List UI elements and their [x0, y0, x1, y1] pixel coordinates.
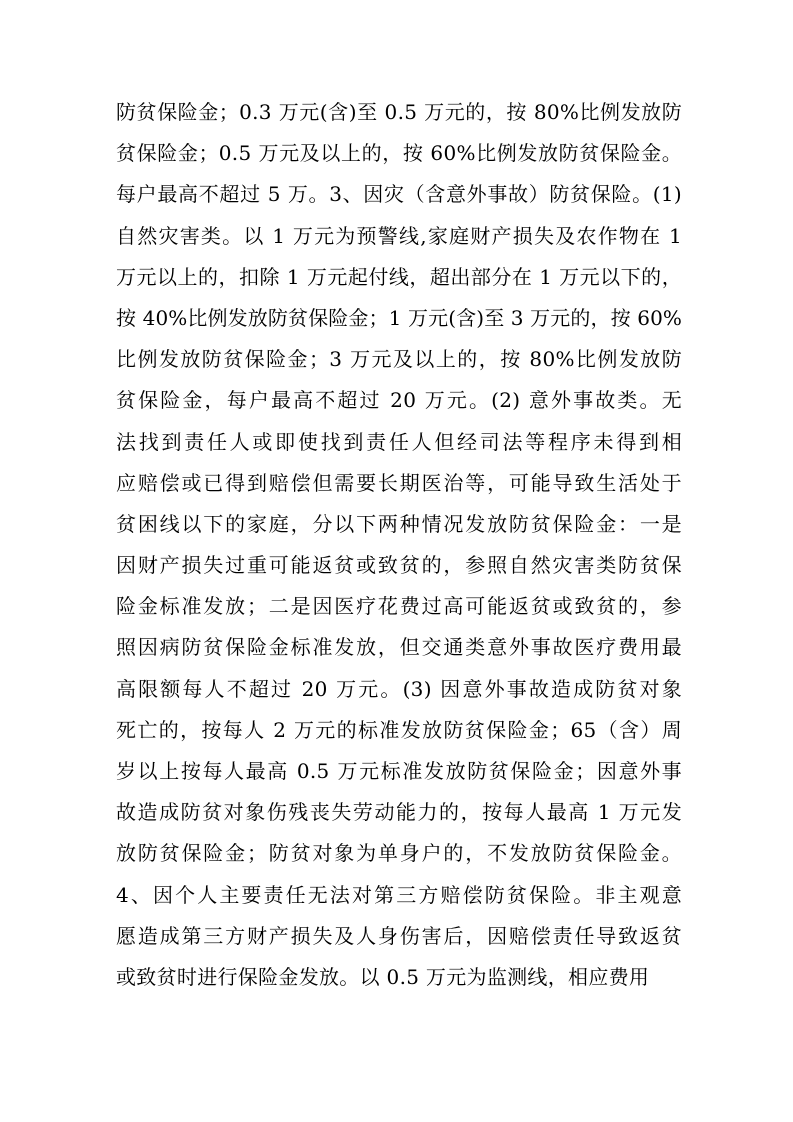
body-text	[116, 92, 682, 998]
text-line: 法找到责任人或即使找到责任人但经司法等程序未得到相	[116, 429, 682, 454]
text-line: 愿造成第三方财产损失及人身伤害后，因赔偿责任导致返贫	[116, 923, 682, 948]
text-line: 应赔偿或已得到赔偿但需要长期医治等，可能导致生活处于	[116, 470, 682, 495]
text-line: 高限额每人不超过 20 万元。(3) 因意外事故造成防贫对象	[116, 676, 682, 701]
text-line: 万元以上的，扣除 1 万元起付线，超出部分在 1 万元以下的，	[116, 264, 682, 289]
text-line: 贫保险金，每户最高不超过 20 万元。(2) 意外事故类。无	[116, 388, 682, 413]
text-line: 每户最高不超过 5 万。3、因灾（含意外事故）防贫保险。(1)	[116, 182, 682, 207]
text-line: 或致贫时进行保险金发放。以 0.5 万元为监测线，相应费用	[116, 964, 650, 989]
text-line: 险金标准发放；二是因医疗花费过高可能返贫或致贫的，参	[116, 594, 682, 619]
text-line: 贫困线以下的家庭，分以下两种情况发放防贫保险金：一是	[116, 511, 682, 536]
text-line: 死亡的，按每人 2 万元的标准发放防贫保险金；65（含）周	[116, 717, 682, 742]
text-line: 岁以上按每人最高 0.5 万元标准发放防贫保险金；因意外事	[116, 759, 682, 783]
text-line: 照因病防贫保险金标准发放，但交通类意外事故医疗费用最	[116, 635, 682, 660]
text-line: 比例发放防贫保险金；3 万元及以上的，按 80%比例发放防	[116, 347, 682, 372]
text-line: 放防贫保险金；防贫对象为单身户的，不发放防贫保险金。	[116, 841, 682, 866]
text-line: 4、因个人主要责任无法对第三方赔偿防贫保险。非主观意	[116, 882, 682, 907]
text-line: 自然灾害类。以 1 万元为预警线,家庭财产损失及农作物在 1	[116, 223, 682, 248]
text-line: 按 40%比例发放防贫保险金；1 万元(含)至 3 万元的，按 60%	[116, 305, 682, 330]
text-line: 防贫保险金；0.3 万元(含)至 0.5 万元的，按 80%比例发放防	[116, 100, 682, 124]
text-line: 贫保险金；0.5 万元及以上的，按 60%比例发放防贫保险金。	[116, 141, 682, 166]
text-line: 因财产损失过重可能返贫或致贫的，参照自然灾害类防贫保	[116, 553, 682, 578]
text-line: 故造成防贫对象伤残丧失劳动能力的，按每人最高 1 万元发	[116, 800, 682, 825]
